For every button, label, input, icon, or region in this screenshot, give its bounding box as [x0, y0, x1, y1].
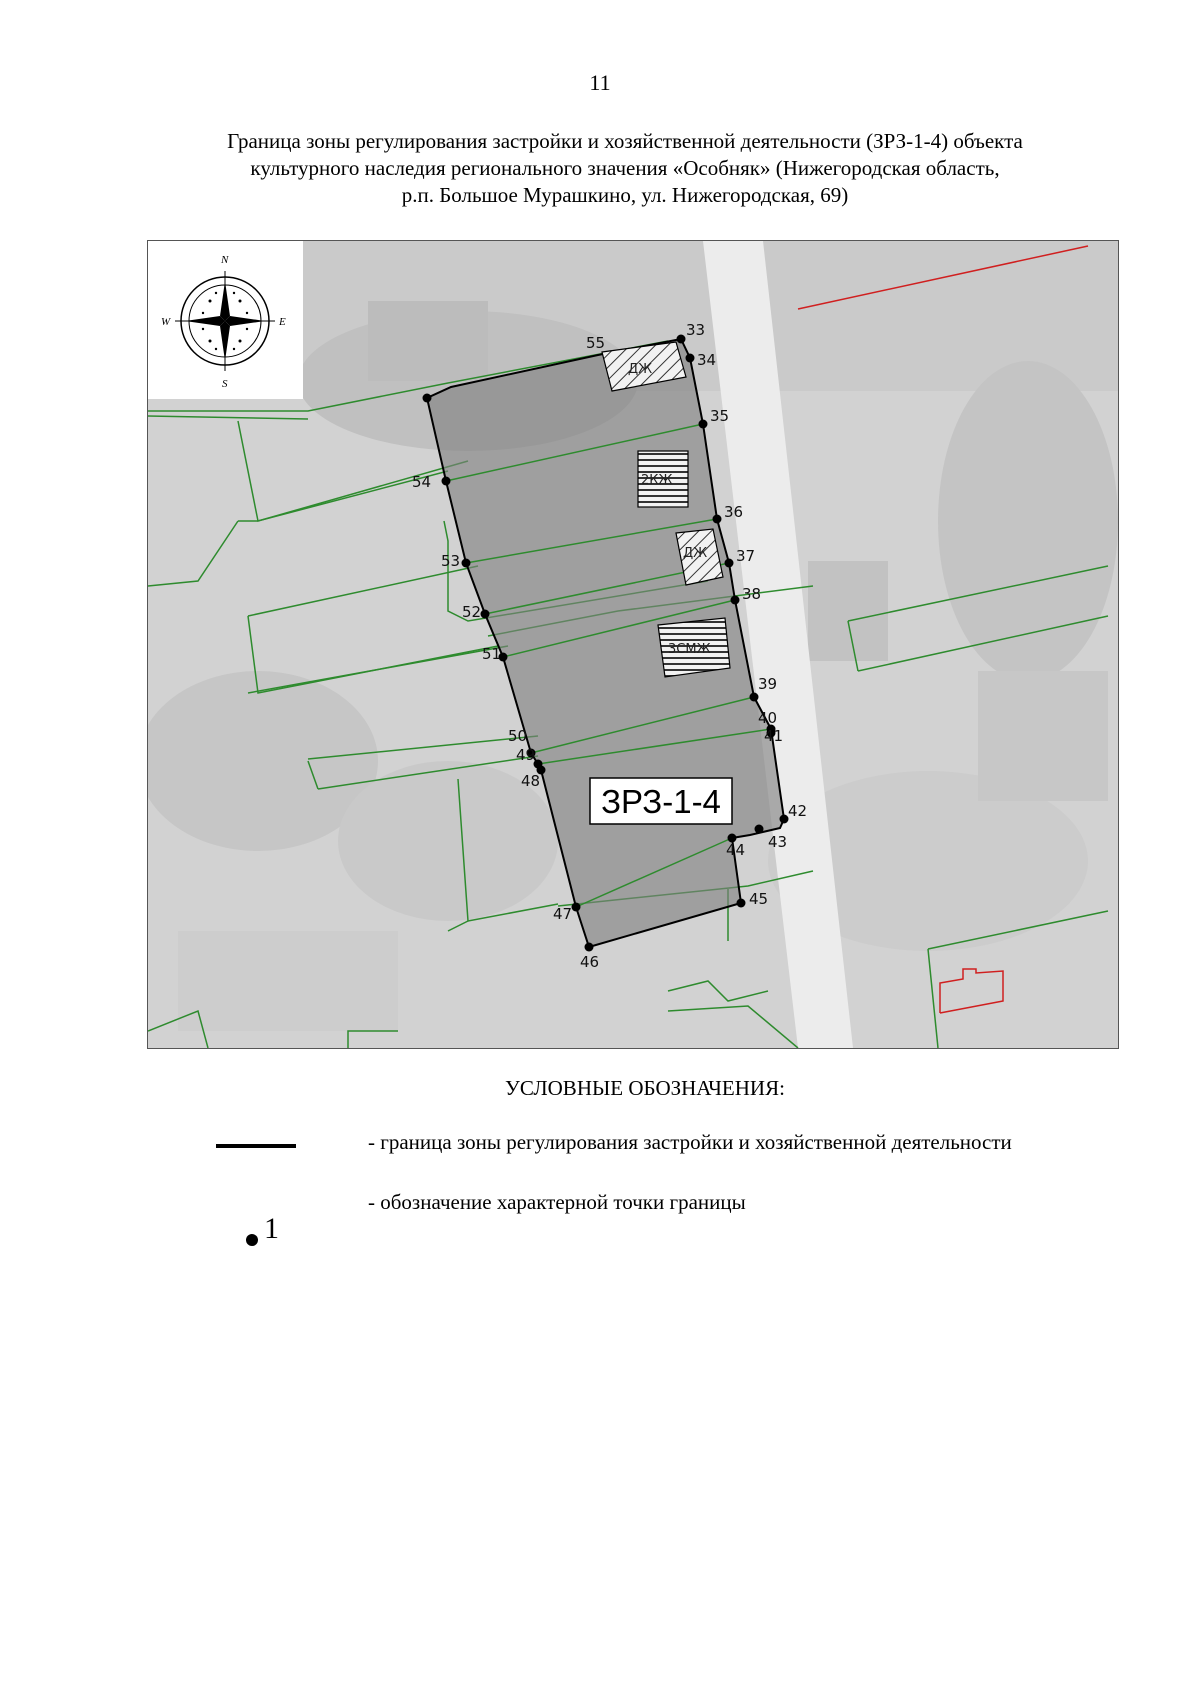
point-label-39: 39	[758, 675, 778, 693]
point-46	[585, 943, 594, 952]
point-dot-symbol	[246, 1234, 258, 1246]
point-label-40: 40	[758, 709, 778, 727]
zone-label	[590, 778, 732, 824]
map-title	[150, 128, 1100, 209]
point-55	[423, 394, 432, 403]
point-label-42: 42	[788, 802, 808, 820]
building-label: 3СМЖ	[668, 642, 711, 657]
building-2kzh	[638, 451, 688, 507]
point-label-35: 35	[710, 407, 730, 425]
point-label-38: 38	[742, 585, 762, 603]
point-38	[731, 596, 740, 605]
point-34	[686, 354, 695, 363]
title-line-2: культурного наследия регионального значения «Особняк» (Нижегородская область,	[250, 156, 1000, 180]
point-label-33: 33	[686, 321, 706, 339]
point-label-49: 49	[516, 746, 536, 764]
point-label-50: 50	[508, 727, 528, 745]
point-label-41: 41	[764, 727, 784, 745]
boundary-line-symbol	[216, 1144, 296, 1148]
legend-title: УСЛОВНЫЕ ОБОЗНАЧЕНИЯ:	[505, 1076, 785, 1100]
point-39	[750, 693, 759, 702]
point-53	[462, 559, 471, 568]
legend-item-text: - граница зоны регулирования застройки и хозяйственной деятельности	[368, 1130, 1012, 1154]
legend-item-boundary-point	[210, 1190, 1170, 1245]
building-3smzh	[658, 618, 730, 677]
point-label-43: 43	[768, 833, 788, 851]
compass-e: E	[279, 316, 286, 328]
point-37	[725, 559, 734, 568]
point-35	[699, 420, 708, 429]
title-line-3: р.п. Большое Мурашкино, ул. Нижегородская, 69)	[401, 183, 849, 207]
point-label-45: 45	[749, 890, 769, 908]
page-number: 11	[589, 70, 611, 95]
point-33	[677, 335, 686, 344]
building-label: 2КЖ	[641, 473, 673, 488]
point-label-36: 36	[724, 503, 744, 521]
aerial-map	[147, 240, 1119, 1049]
building-label: ДЖ	[628, 362, 653, 377]
point-label-54: 54	[412, 473, 432, 491]
compass-rose-icon	[148, 241, 303, 399]
compass-s: S	[222, 378, 228, 390]
building-label: ДЖ	[683, 546, 708, 561]
zone-label-text: ЗРЗ-1-4	[601, 783, 721, 820]
point-label-37: 37	[736, 547, 756, 565]
point-label-46: 46	[580, 953, 600, 971]
point-label-52: 52	[462, 603, 482, 621]
map-canvas	[148, 241, 1118, 1048]
point-52	[481, 610, 490, 619]
point-54	[442, 477, 451, 486]
point-symbol-label: 1	[264, 1212, 279, 1245]
compass-w: W	[161, 316, 171, 328]
point-label-53: 53	[441, 552, 461, 570]
point-43	[755, 825, 764, 834]
point-label-47: 47	[553, 905, 573, 923]
compass-n: N	[221, 254, 229, 266]
point-label-55: 55	[586, 334, 606, 352]
point-label-34: 34	[697, 351, 717, 369]
title-line-1: Граница зоны регулирования застройки и хозяйственной деятельности (ЗРЗ-1-4) объекта	[227, 129, 1023, 153]
point-45	[737, 899, 746, 908]
point-label-44: 44	[726, 841, 746, 859]
point-label-51: 51	[482, 645, 502, 663]
point-label-48: 48	[521, 772, 541, 790]
legend-item-boundary-line	[210, 1130, 1170, 1170]
point-47	[572, 903, 581, 912]
point-36	[713, 515, 722, 524]
legend-item-text: - обозначение характерной точки границы	[368, 1190, 746, 1214]
